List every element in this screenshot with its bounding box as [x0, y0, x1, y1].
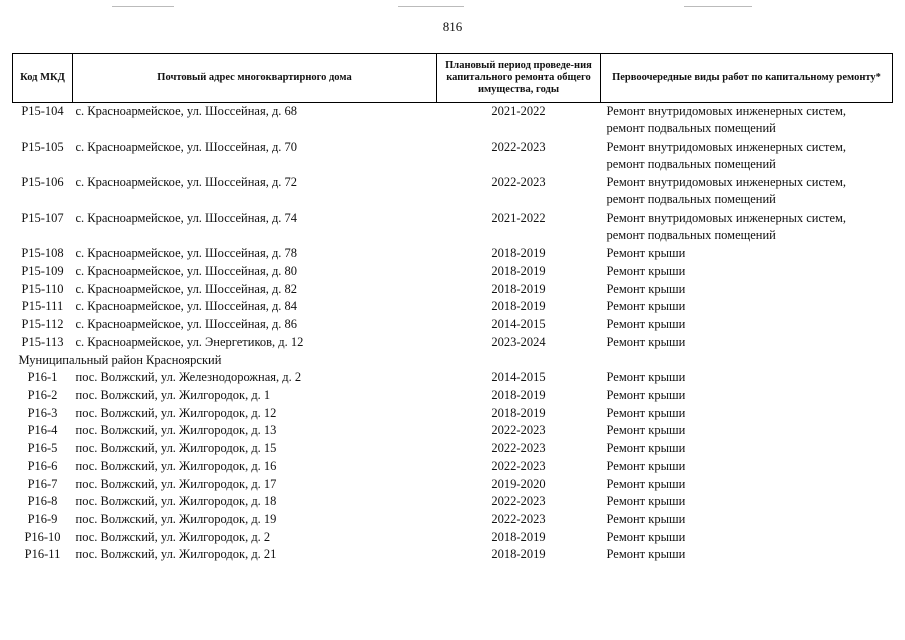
cell-code: Р15-106	[21, 175, 64, 190]
table-row	[13, 458, 893, 476]
works-line: Ремонт крыши	[606, 529, 686, 544]
header-works: Первоочередные виды работ по капитальному ремонту*	[601, 54, 893, 103]
cell-period: 2018-2019	[491, 529, 546, 544]
cell-address: с. Красноармейское, ул. Шоссейная, д. 86	[75, 317, 298, 332]
section-title: Муниципальный район Красноярский	[18, 352, 222, 367]
table-row	[13, 405, 893, 423]
table-row	[13, 476, 893, 494]
table-row	[13, 529, 893, 547]
cell-address: с. Красноармейское, ул. Шоссейная, д. 68	[75, 104, 298, 118]
table-row	[13, 316, 893, 334]
cell-address: пос. Волжский, ул. Жилгородок, д. 1	[75, 388, 271, 402]
cell-works	[601, 511, 893, 529]
cell-address: пос. Волжский, ул. Жилгородок, д. 13	[75, 423, 277, 438]
cell-code: Р15-105	[21, 139, 64, 154]
works-line: Ремонт крыши	[606, 299, 686, 314]
table-header	[13, 54, 893, 103]
cell-code: Р15-109	[21, 264, 64, 279]
table-row	[13, 511, 893, 529]
works-line: Ремонт крыши	[606, 423, 686, 438]
scan-edge-mark	[112, 6, 174, 7]
works-line: Ремонт крыши	[606, 334, 686, 349]
cell-works	[601, 476, 893, 494]
table-row	[13, 174, 893, 210]
cell-address: пос. Волжский, ул. Жилгородок, д. 19	[75, 511, 277, 526]
cell-code: Р15-113	[21, 334, 64, 349]
table-row	[13, 334, 893, 352]
cell-period: 2018-2019	[491, 246, 546, 261]
table-row	[13, 139, 893, 175]
works-line: Ремонт крыши	[606, 458, 686, 473]
cell-code: Р16-3	[27, 405, 58, 420]
table-row	[13, 298, 893, 316]
works-line: Ремонт внутридомовых инженерных систем,	[606, 210, 847, 225]
cell-address: с. Красноармейское, ул. Шоссейная, д. 80	[75, 264, 298, 279]
cell-works	[601, 316, 893, 334]
cell-period: 2021-2022	[491, 210, 546, 225]
works-line: ремонт подвальных помещений	[606, 121, 776, 135]
cell-address: с. Красноармейское, ул. Шоссейная, д. 82	[75, 281, 298, 296]
cell-period: 2023-2024	[491, 334, 546, 349]
works-line: Ремонт крыши	[606, 388, 686, 402]
cell-code: Р16-1	[27, 370, 58, 385]
header-code: Код МКД	[13, 54, 73, 103]
works-line: Ремонт крыши	[606, 494, 686, 509]
works-line: Ремонт крыши	[606, 317, 686, 332]
cell-works	[601, 139, 893, 175]
works-line: Ремонт крыши	[606, 246, 686, 261]
cell-works	[601, 263, 893, 281]
cell-works	[601, 210, 893, 246]
cell-period: 2014-2015	[491, 317, 546, 332]
works-line: ремонт подвальных помещений	[606, 192, 776, 207]
table-row	[13, 281, 893, 299]
works-line: Ремонт внутридомовых инженерных систем,	[606, 139, 847, 154]
cell-code: Р15-112	[21, 317, 64, 332]
cell-address: пос. Волжский, ул. Жилгородок, д. 21	[75, 547, 277, 562]
cell-code: Р16-5	[27, 441, 58, 456]
cell-works	[601, 387, 893, 405]
works-line: Ремонт крыши	[606, 405, 686, 420]
works-line: Ремонт крыши	[606, 511, 686, 526]
works-line: Ремонт внутридомовых инженерных систем,	[606, 104, 847, 118]
header-address: Почтовый адрес многоквартирного дома	[73, 54, 437, 103]
cell-address: пос. Волжский, ул. Жилгородок, д. 2	[75, 529, 271, 544]
cell-address: пос. Волжский, ул. Жилгородок, д. 16	[75, 458, 277, 473]
cell-period: 2018-2019	[491, 405, 546, 420]
table-row	[13, 387, 893, 405]
table-row	[13, 422, 893, 440]
cell-works	[601, 174, 893, 210]
cell-works	[601, 298, 893, 316]
cell-period: 2014-2015	[491, 370, 546, 385]
table-row	[13, 369, 893, 387]
table-row	[13, 103, 893, 139]
cell-period: 2018-2019	[491, 281, 546, 296]
cell-works	[601, 334, 893, 352]
cell-code: Р15-110	[21, 281, 64, 296]
table-row	[13, 546, 893, 564]
cell-period: 2018-2019	[491, 547, 546, 562]
cell-address: с. Красноармейское, ул. Шоссейная, д. 70	[75, 139, 298, 154]
works-line: Ремонт внутридомовых инженерных систем,	[606, 175, 847, 190]
table-row	[13, 210, 893, 246]
cell-works	[601, 546, 893, 564]
cell-code: Р16-6	[27, 458, 58, 473]
cell-works	[601, 529, 893, 547]
cell-address: пос. Волжский, ул. Жилгородок, д. 18	[75, 494, 277, 509]
cell-period: 2019-2020	[491, 476, 546, 491]
cell-period: 2022-2023	[491, 458, 546, 473]
table-row	[13, 493, 893, 511]
cell-address: пос. Волжский, ул. Железнодорожная, д. 2	[75, 370, 302, 385]
table-row	[13, 245, 893, 263]
header-row	[13, 54, 893, 103]
cell-code: Р16-7	[27, 476, 58, 491]
cell-works	[601, 369, 893, 387]
cell-code: Р16-2	[27, 388, 58, 402]
works-line: Ремонт крыши	[606, 476, 686, 491]
works-line: ремонт подвальных помещений	[606, 156, 776, 171]
cell-works	[601, 458, 893, 476]
cell-code: Р15-111	[21, 299, 64, 314]
cell-period: 2018-2019	[491, 299, 546, 314]
cell-address: с. Красноармейское, ул. Шоссейная, д. 72	[75, 175, 298, 190]
cell-period: 2018-2019	[491, 264, 546, 279]
cell-code: Р16-9	[27, 511, 58, 526]
scan-edge-mark	[684, 6, 752, 7]
cell-works	[601, 405, 893, 423]
cell-address: с. Красноармейское, ул. Шоссейная, д. 74	[75, 210, 298, 225]
page-number: 816	[442, 19, 463, 34]
cell-works	[601, 440, 893, 458]
cell-works	[601, 422, 893, 440]
cell-code: Р16-4	[27, 423, 58, 438]
works-line: Ремонт крыши	[606, 281, 686, 296]
cell-address: пос. Волжский, ул. Жилгородок, д. 15	[75, 441, 277, 456]
works-line: Ремонт крыши	[606, 441, 686, 456]
cell-address: пос. Волжский, ул. Жилгородок, д. 12	[75, 405, 277, 420]
cell-works	[601, 245, 893, 263]
works-line: Ремонт крыши	[606, 264, 686, 279]
cell-code: Р15-107	[21, 210, 64, 225]
section-row	[13, 352, 893, 370]
scan-edge-mark	[398, 6, 464, 7]
table-row	[13, 263, 893, 281]
cell-period: 2021-2022	[491, 104, 546, 118]
header-period: Плановый период проведе-ния капитального ремонта общего имущества, годы	[437, 54, 601, 103]
housing-register-table	[12, 53, 893, 564]
cell-period: 2022-2023	[491, 423, 546, 438]
cell-code: Р15-108	[21, 246, 64, 261]
cell-code: Р16-11	[24, 547, 61, 562]
cell-works	[601, 493, 893, 511]
cell-code: Р15-104	[21, 104, 64, 118]
cell-address: с. Красноармейское, ул. Энергетиков, д. 12	[75, 334, 304, 349]
cell-period: 2022-2023	[491, 511, 546, 526]
cell-period: 2022-2023	[491, 175, 546, 190]
cell-period: 2018-2019	[491, 388, 546, 402]
cell-works	[601, 103, 893, 139]
works-line: Ремонт крыши	[606, 547, 686, 562]
cell-address: с. Красноармейское, ул. Шоссейная, д. 84	[75, 299, 298, 314]
works-line: Ремонт крыши	[606, 370, 686, 385]
cell-period: 2022-2023	[491, 494, 546, 509]
cell-code: Р16-8	[27, 494, 58, 509]
cell-address: с. Красноармейское, ул. Шоссейная, д. 78	[75, 246, 298, 261]
cell-address: пос. Волжский, ул. Жилгородок, д. 17	[75, 476, 277, 491]
cell-period: 2022-2023	[491, 441, 546, 456]
works-line: ремонт подвальных помещений	[606, 227, 776, 242]
table-body	[13, 103, 893, 565]
cell-code: Р16-10	[24, 529, 61, 544]
cell-period: 2022-2023	[491, 139, 546, 154]
table-row	[13, 440, 893, 458]
cell-works	[601, 281, 893, 299]
